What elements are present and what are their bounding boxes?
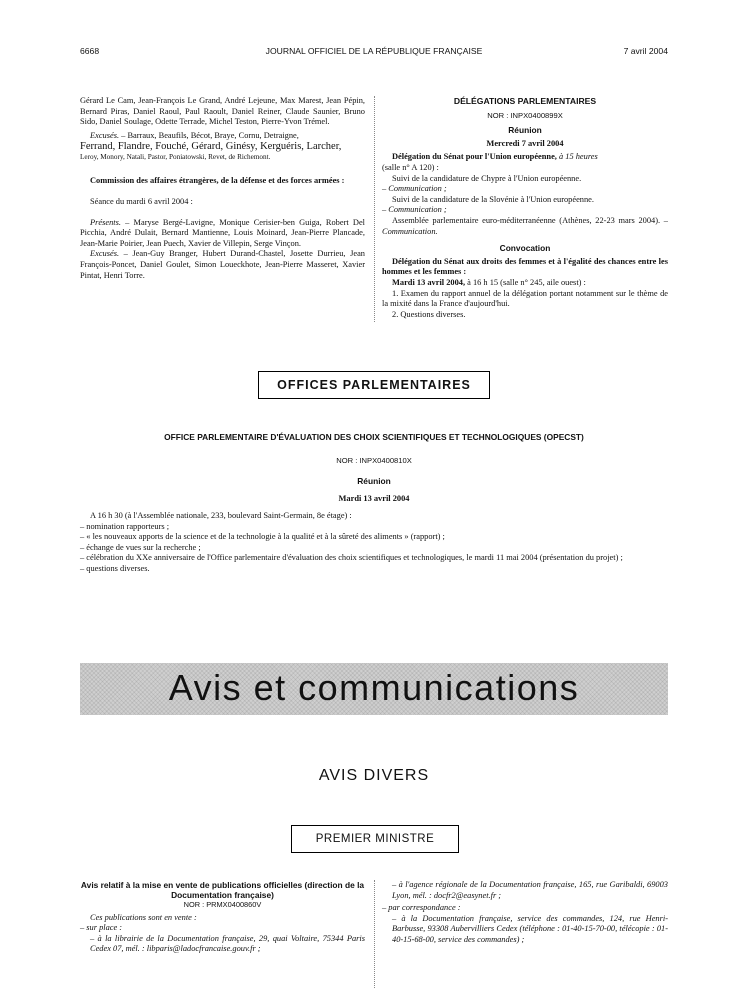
list-item: – échange de vues sur la recherche ; [80,542,201,552]
list-item: – « les nouveaux apports de la science et de la technologie à la qualité et à la sûreté des aliments » (rapport) ; [80,532,445,542]
column-divider [374,96,375,322]
excused-line-large: Ferrand, Flandre, Fouché, Gérard, Ginésy, Kerguéris, Larcher, [80,141,342,153]
convocation-item-1: 1. Examen du rapport annuel de la délégation portant notamment sur le thème de la mixité dans la France d'aujourd'hui. [382,288,668,309]
agenda-item-1-comm: – Communication ; [382,184,447,194]
page-number: 6668 [80,46,100,56]
left-column [80,96,365,281]
section-title: DÉLÉGATIONS PARLEMENTAIRES [453,96,597,106]
notice-left-column [80,880,365,955]
notice-title: Avis relatif à la mise en vente de publications officielles (direction de la Documentation française) [80,880,365,900]
notice-right-column [382,880,668,946]
reunion-heading: Réunion [508,125,542,136]
agenda-item-3: Assemblée parlementaire euro-méditerranéenne (Athènes, 22-23 mars 2004). – Communication. [382,215,668,236]
delegation-2-date: Mardi 13 avril 2004, à 16 h 15 (salle n° 245, aile ouest) : [392,277,586,287]
journal-title: JOURNAL OFFICIEL DE LA RÉPUBLIQUE FRANÇAISE [265,46,483,56]
office-section [80,432,668,574]
notice-librairie: – à la librairie de la Documentation française, 29, quai Voltaire, 75344 Paris Cedex 07, mél. : libparis@ladocfrancaise.gouv.fr ; [90,933,365,954]
office-date: Mardi 13 avril 2004 [338,493,410,503]
commission-title: Commission des affaires étrangères, de la défense et des forces armées : [90,176,345,186]
members-list: Gérard Le Cam, Jean-François Le Grand, André Lejeune, Max Marest, Jean Pépin, Bernard Piras, Daniel Raoul, Paul Raoult, Daniel Reiner, Claude Saunier, Bruno Sido, Daniel Soulage, Odette Terrade, Michel Teston, Pierre-Yvon Trémel. [80,96,365,127]
notice-correspondance: – par correspondance : [382,903,461,913]
offices-box-title: OFFICES PARLEMENTAIRES [258,371,490,399]
list-item: – célébration du XXe anniversaire de l'Office parlementaire d'évaluation des choix scientifiques et technologiques, le mardi 11 mai 2004 (présentation du projet) ; [80,553,623,563]
agenda-item-1: Suivi de la candidature de Chypre à l'Union européenne. [392,173,582,183]
reunion-date: Mercredi 7 avril 2004 [486,138,564,148]
avis-divers-title: AVIS DIVERS [318,767,430,784]
banner-title: Avis et communications [168,667,580,708]
office-nor: NOR : INPX0400810X [336,455,412,465]
delegation-2: Délégation du Sénat aux droits des femmes et à l'égalité des chances entre les hommes et les femmes : [382,256,668,277]
office-reunion: Réunion [357,476,391,487]
excused-paragraph-2: Excusés. – Jean-Guy Branger, Hubert Durand-Chastel, Josette Durrieu, Jean François-Poncet, Daniel Goulet, Simon Loueckhote, Jean-Pierre Masseret, Xavier Pintat, Henri Torre. [80,249,365,280]
delegation-1: Délégation du Sénat pour l'Union européenne, à 15 heures [392,152,598,162]
notice-service: – à la Documentation française, service des commandes, 124, rue Henri-Barbusse, 93308 Aubervilliers Cedex (téléphone : 01-40-15-70-00, télécopie : 01-40-15-68-00, service des commandes) ; [392,913,668,944]
notice-agence: – à l'agence régionale de la Documentation française, 165, rue Garibaldi, 69003 Lyon, mél. : docfr2@easynet.fr ; [392,880,668,900]
present-paragraph: Présents. – Maryse Bergé-Lavigne, Monique Cerisier-ben Guiga, Robert Del Picchia, André Dulait, Bernard Mantienne, Louis Moinard, Jean-Pierre Plancade, Jean-Marie Poirier, Jean Puech, Xavier de Villepin, Serge Vinçon. [80,217,365,248]
office-title: OFFICE PARLEMENTAIRE D'ÉVALUATION DES CHOIX SCIENTIFIQUES ET TECHNOLOGIQUES (OPECST) [164,432,584,442]
notice-sur-place: – sur place : [80,923,123,933]
notice-intro: Ces publications sont en vente : [90,912,197,922]
seance-date: Séance du mardi 6 avril 2004 : [90,196,193,206]
agenda-item-2-comm: – Communication ; [382,205,447,215]
list-item: – nomination rapporteurs ; [80,521,170,531]
agenda-item-2: Suivi de la candidature de la Slovénie à l'Union européenne. [392,194,594,204]
ministry-box: PREMIER MINISTRE [291,825,459,853]
delegation-1-room: (salle n° A 120) : [382,162,439,172]
convocation-item-2: 2. Questions diverses. [392,309,466,319]
excused-line-small: Leroy, Monory, Natali, Pastor, Poniatowski, Revet, de Richemont. [80,153,271,162]
convocation-heading: Convocation [499,243,551,254]
notice-nor: NOR : PRMX0400860V [183,900,262,909]
right-column [382,96,668,320]
nor-reference: NOR : INPX0400899X [487,110,563,120]
office-agenda-list [80,522,668,574]
list-item: – questions diverses. [80,563,150,573]
issue-date: 7 avril 2004 [623,46,668,56]
office-intro: A 16 h 30 (à l'Assemblée nationale, 233, boulevard Saint-Germain, 8e étage) : [90,511,352,521]
column-divider-2 [374,880,375,988]
excused-paragraph: Excusés. – Barraux, Beaufils, Bécot, Braye, Cornu, Detraigne, [90,130,299,140]
avis-banner [80,663,668,715]
